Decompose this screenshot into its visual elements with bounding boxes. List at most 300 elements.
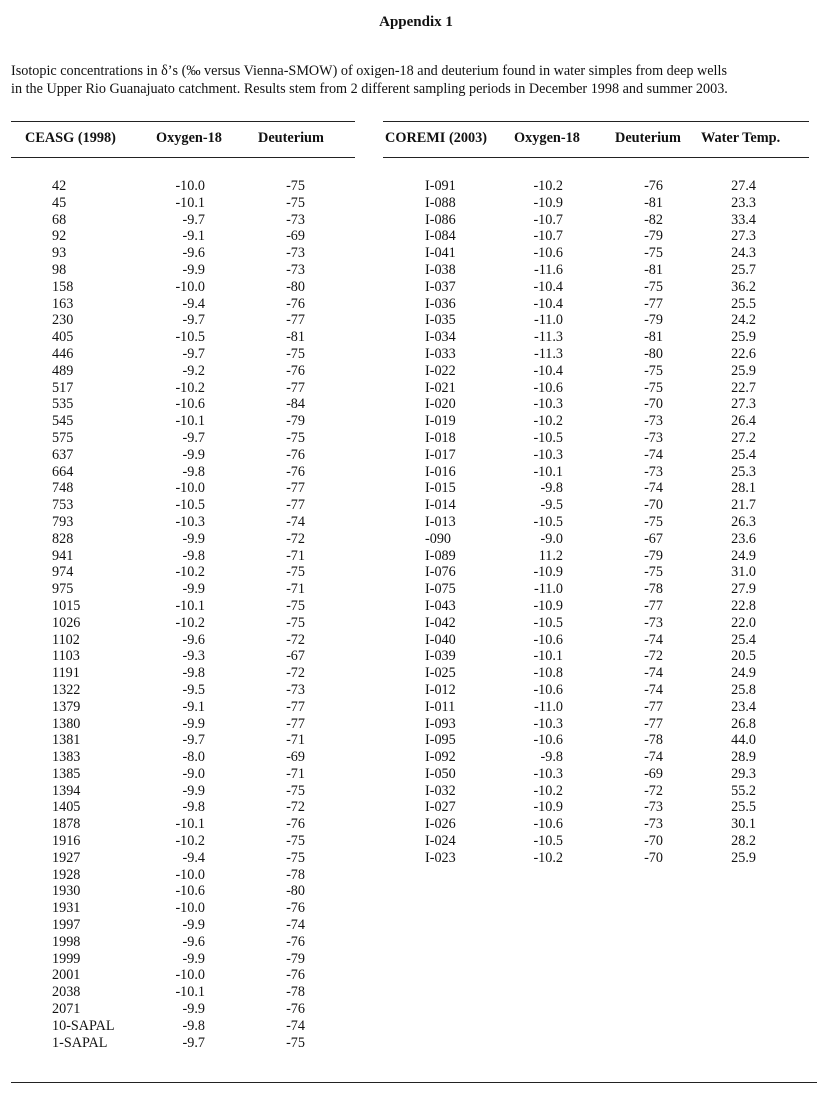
cell-well-id: I-084	[425, 228, 456, 245]
cell-deuterium: -75	[286, 614, 305, 631]
cell-water-temp: 27.2	[731, 429, 756, 446]
cell-deuterium: -76	[286, 967, 305, 984]
cell-water-temp: 28.2	[731, 833, 756, 850]
cell-water-temp: 36.2	[731, 278, 756, 295]
cell-water-temp: 27.9	[731, 581, 756, 598]
table-row	[0, 279, 380, 296]
cell-oxygen18: -9.1	[182, 698, 205, 715]
cell-deuterium: -74	[286, 1017, 305, 1034]
cell-well-id: I-035	[425, 312, 456, 329]
cell-water-temp: 29.3	[731, 765, 756, 782]
cell-oxygen18: -9.6	[182, 631, 205, 648]
table-row	[0, 900, 380, 917]
table-row	[0, 548, 380, 565]
cell-oxygen18: -9.9	[182, 950, 205, 967]
cell-water-temp: 26.3	[731, 513, 756, 530]
table-row	[380, 212, 832, 229]
cell-well-id: I-013	[425, 513, 456, 530]
cell-water-temp: 31.0	[731, 564, 756, 581]
cell-deuterium: -74	[644, 480, 663, 497]
cell-deuterium: -79	[286, 413, 305, 430]
table-row	[380, 380, 832, 397]
cell-deuterium: -71	[286, 765, 305, 782]
cell-deuterium: -81	[644, 329, 663, 346]
cell-deuterium: -73	[644, 816, 663, 833]
table-row	[0, 699, 380, 716]
table-row	[0, 464, 380, 481]
cell-oxygen18: -11.3	[533, 329, 563, 346]
cell-oxygen18: -10.2	[175, 614, 205, 631]
cell-oxygen18: -9.7	[182, 732, 205, 749]
table-row	[0, 716, 380, 733]
cell-well-id: I-034	[425, 329, 456, 346]
table-row	[380, 480, 832, 497]
cell-deuterium: -80	[644, 345, 663, 362]
cell-deuterium: -75	[644, 564, 663, 581]
table-row	[380, 346, 832, 363]
cell-well-id: 1930	[52, 883, 81, 900]
cell-oxygen18: -10.6	[533, 732, 563, 749]
cell-well-id: 828	[52, 530, 74, 547]
cell-well-id: 975	[52, 581, 74, 598]
table-row	[0, 413, 380, 430]
cell-well-id: 405	[52, 329, 74, 346]
table-row	[380, 732, 832, 749]
cell-well-id: 45	[52, 194, 67, 211]
cell-deuterium: -78	[286, 984, 305, 1001]
cell-well-id: I-012	[425, 681, 456, 698]
cell-well-id: 1-SAPAL	[52, 1034, 108, 1051]
cell-well-id: I-017	[425, 446, 456, 463]
cell-deuterium: -71	[286, 581, 305, 598]
table-row	[0, 262, 380, 279]
table-row	[0, 531, 380, 548]
cell-water-temp: 25.9	[731, 329, 756, 346]
cell-water-temp: 22.8	[731, 597, 756, 614]
table-row	[0, 480, 380, 497]
table-row	[380, 178, 832, 195]
table-row	[0, 833, 380, 850]
table-row	[0, 312, 380, 329]
cell-deuterium: -76	[286, 446, 305, 463]
table-row	[380, 615, 832, 632]
cell-oxygen18: -9.8	[540, 480, 563, 497]
table-row	[0, 447, 380, 464]
cell-oxygen18: -10.0	[175, 866, 205, 883]
cell-oxygen18: -10.8	[533, 665, 563, 682]
cell-oxygen18: -10.1	[175, 194, 205, 211]
cell-well-id: I-019	[425, 413, 456, 430]
cell-oxygen18: -10.5	[533, 833, 563, 850]
cell-deuterium: -76	[286, 933, 305, 950]
cell-oxygen18: -8.0	[182, 749, 205, 766]
cell-water-temp: 27.4	[731, 178, 756, 194]
cell-well-id: I-011	[425, 698, 456, 715]
cell-oxygen18: -10.1	[175, 984, 205, 1001]
cell-well-id: 1103	[52, 648, 80, 665]
cell-water-temp: 44.0	[731, 732, 756, 749]
cell-oxygen18: -10.0	[175, 900, 205, 917]
table-row	[0, 598, 380, 615]
cell-well-id: 163	[52, 295, 74, 312]
cell-oxygen18: -9.9	[182, 530, 205, 547]
cell-well-id: 1931	[52, 900, 81, 917]
cell-deuterium: -70	[644, 849, 663, 866]
cell-water-temp: 30.1	[731, 816, 756, 833]
cell-water-temp: 25.4	[731, 631, 756, 648]
cell-deuterium: -75	[286, 833, 305, 850]
cell-oxygen18: -9.4	[182, 295, 205, 312]
cell-deuterium: -69	[286, 228, 305, 245]
cell-well-id: 2001	[52, 967, 81, 984]
cell-well-id: 1916	[52, 833, 81, 850]
table-row	[0, 816, 380, 833]
right-header-water-temp: Water Temp.	[701, 130, 781, 146]
cell-well-id: I-032	[425, 782, 456, 799]
table-row	[0, 1001, 380, 1018]
cell-well-id: 1998	[52, 933, 81, 950]
cell-deuterium: -72	[286, 665, 305, 682]
table-row	[0, 799, 380, 816]
cell-deuterium: -73	[644, 614, 663, 631]
table-row	[380, 363, 832, 380]
cell-deuterium: -76	[286, 463, 305, 480]
cell-well-id: I-015	[425, 480, 456, 497]
cell-well-id: 748	[52, 480, 74, 497]
cell-oxygen18: -10.2	[533, 178, 563, 194]
cell-oxygen18: -10.4	[533, 295, 563, 312]
cell-oxygen18: -10.5	[533, 513, 563, 530]
table-row	[380, 497, 832, 514]
cell-deuterium: -71	[286, 547, 305, 564]
cell-deuterium: -76	[286, 816, 305, 833]
cell-deuterium: -75	[644, 513, 663, 530]
cell-well-id: 1878	[52, 816, 81, 833]
cell-well-id: I-038	[425, 261, 456, 278]
cell-deuterium: -70	[644, 833, 663, 850]
cell-well-id: I-089	[425, 547, 456, 564]
cell-well-id: 1997	[52, 917, 81, 934]
cell-oxygen18: -9.8	[182, 463, 205, 480]
cell-well-id: 98	[52, 261, 67, 278]
cell-deuterium: -74	[644, 631, 663, 648]
table-row	[380, 413, 832, 430]
cell-well-id: 517	[52, 379, 74, 396]
cell-water-temp: 25.5	[731, 799, 756, 816]
cell-oxygen18: -9.2	[182, 362, 205, 379]
cell-oxygen18: -10.6	[175, 396, 205, 413]
right-header-top-rule	[383, 121, 809, 122]
cell-deuterium: -77	[286, 715, 305, 732]
cell-oxygen18: -9.6	[182, 245, 205, 262]
table-row	[0, 296, 380, 313]
cell-deuterium: -81	[286, 329, 305, 346]
cell-well-id: I-076	[425, 564, 456, 581]
cell-deuterium: -77	[644, 597, 663, 614]
cell-well-id: 1999	[52, 950, 81, 967]
cell-well-id: I-016	[425, 463, 456, 480]
cell-oxygen18: -9.5	[540, 497, 563, 514]
cell-well-id: I-075	[425, 581, 456, 598]
table-row	[0, 682, 380, 699]
cell-water-temp: 23.3	[731, 194, 756, 211]
cell-deuterium: -74	[286, 513, 305, 530]
cell-well-id: I-095	[425, 732, 456, 749]
cell-well-id: I-093	[425, 715, 456, 732]
cell-well-id: 446	[52, 345, 74, 362]
table-row	[0, 766, 380, 783]
cell-deuterium: -72	[644, 782, 663, 799]
cell-well-id: 545	[52, 413, 74, 430]
cell-well-id: 1405	[52, 799, 81, 816]
table-row	[0, 967, 380, 984]
table-row	[380, 581, 832, 598]
cell-water-temp: 24.3	[731, 245, 756, 262]
table-row	[380, 430, 832, 447]
cell-well-id: 575	[52, 429, 74, 446]
table-row	[380, 447, 832, 464]
right-header-coremi: COREMI (2003)	[385, 130, 488, 146]
cell-deuterium: -75	[644, 362, 663, 379]
table-row	[380, 799, 832, 816]
cell-water-temp: 26.4	[731, 413, 756, 430]
cell-well-id: 1381	[52, 732, 81, 749]
table-row	[380, 262, 832, 279]
cell-water-temp: 55.2	[731, 782, 756, 799]
caption-line-1: Isotopic concentrations in δ’s (‰ versus Vienna-SMOW) of oxigen-18 and deuterium found in water simples from deep wells	[11, 63, 727, 79]
cell-oxygen18: -9.0	[182, 765, 205, 782]
cell-oxygen18: -10.9	[533, 564, 563, 581]
cell-well-id: I-036	[425, 295, 456, 312]
cell-well-id: 1322	[52, 681, 81, 698]
cell-deuterium: -75	[286, 1034, 305, 1051]
cell-oxygen18: -10.5	[175, 497, 205, 514]
cell-deuterium: -77	[286, 379, 305, 396]
table-row	[380, 632, 832, 649]
left-header-oxygen18: Oxygen-18	[156, 130, 222, 146]
cell-oxygen18: -10.6	[533, 245, 563, 262]
table-row	[0, 883, 380, 900]
cell-oxygen18: -10.1	[533, 648, 563, 665]
left-header-bottom-rule	[11, 157, 355, 158]
cell-deuterium: -71	[286, 732, 305, 749]
cell-oxygen18: -10.3	[533, 715, 563, 732]
cell-oxygen18: -9.8	[182, 1017, 205, 1034]
table-row	[380, 699, 832, 716]
cell-oxygen18: -10.4	[533, 362, 563, 379]
cell-deuterium: -75	[286, 782, 305, 799]
cell-deuterium: -77	[644, 295, 663, 312]
cell-deuterium: -72	[644, 648, 663, 665]
cell-well-id: 1927	[52, 849, 81, 866]
cell-oxygen18: -10.1	[175, 597, 205, 614]
cell-oxygen18: -10.9	[533, 799, 563, 816]
table-row	[380, 850, 832, 867]
cell-deuterium: -72	[286, 631, 305, 648]
table-row	[380, 766, 832, 783]
table-row	[0, 363, 380, 380]
cell-water-temp: 22.6	[731, 345, 756, 362]
page-title: Appendix 1	[379, 14, 453, 30]
table-row	[380, 548, 832, 565]
cell-oxygen18: -9.6	[182, 933, 205, 950]
cell-well-id: 2071	[52, 1001, 81, 1018]
cell-water-temp: 25.7	[731, 261, 756, 278]
cell-well-id: 1383	[52, 749, 81, 766]
cell-deuterium: -76	[286, 900, 305, 917]
cell-deuterium: -76	[286, 362, 305, 379]
cell-deuterium: -75	[644, 379, 663, 396]
cell-well-id: I-021	[425, 379, 456, 396]
table-row	[0, 749, 380, 766]
table-row	[380, 598, 832, 615]
table-row	[0, 430, 380, 447]
cell-deuterium: -76	[286, 1001, 305, 1018]
cell-oxygen18: -9.4	[182, 849, 205, 866]
cell-well-id: I-050	[425, 765, 456, 782]
table-row	[0, 934, 380, 951]
table-row	[380, 665, 832, 682]
cell-well-id: 68	[52, 211, 67, 228]
cell-oxygen18: -9.3	[182, 648, 205, 665]
table-row	[0, 396, 380, 413]
cell-well-id: I-014	[425, 497, 456, 514]
cell-well-id: I-024	[425, 833, 456, 850]
cell-well-id: 489	[52, 362, 74, 379]
cell-oxygen18: -10.6	[533, 816, 563, 833]
cell-oxygen18: -10.0	[175, 178, 205, 194]
cell-water-temp: 24.9	[731, 547, 756, 564]
cell-deuterium: -80	[286, 278, 305, 295]
cell-oxygen18: -11.6	[533, 261, 563, 278]
right-table-body	[380, 178, 832, 867]
cell-well-id: I-040	[425, 631, 456, 648]
cell-oxygen18: -9.9	[182, 1001, 205, 1018]
cell-well-id: I-088	[425, 194, 456, 211]
cell-well-id: 1102	[52, 631, 80, 648]
cell-water-temp: 26.8	[731, 715, 756, 732]
cell-deuterium: -74	[644, 749, 663, 766]
table-row	[0, 615, 380, 632]
cell-water-temp: 33.4	[731, 211, 756, 228]
cell-deuterium: -74	[644, 446, 663, 463]
table-row	[0, 1018, 380, 1035]
right-header-deuterium: Deuterium	[615, 130, 681, 146]
cell-well-id: 1928	[52, 866, 81, 883]
cell-oxygen18: -9.7	[182, 211, 205, 228]
table-row	[0, 665, 380, 682]
cell-well-id: I-025	[425, 665, 456, 682]
cell-deuterium: -75	[286, 178, 305, 194]
table-row	[380, 464, 832, 481]
cell-deuterium: -75	[286, 849, 305, 866]
cell-deuterium: -73	[286, 211, 305, 228]
table-row	[0, 346, 380, 363]
cell-oxygen18: -9.7	[182, 1034, 205, 1051]
cell-well-id: I-091	[425, 178, 456, 194]
cell-deuterium: -77	[644, 715, 663, 732]
cell-oxygen18: -10.2	[175, 379, 205, 396]
table-row	[380, 296, 832, 313]
cell-oxygen18: -9.8	[182, 799, 205, 816]
cell-well-id: 1015	[52, 597, 81, 614]
cell-deuterium: -75	[644, 278, 663, 295]
cell-deuterium: -79	[644, 312, 663, 329]
cell-oxygen18: -9.9	[182, 782, 205, 799]
cell-well-id: I-042	[425, 614, 456, 631]
cell-oxygen18: -10.0	[175, 278, 205, 295]
cell-well-id: 941	[52, 547, 74, 564]
table-row	[0, 195, 380, 212]
cell-deuterium: -77	[286, 698, 305, 715]
table-caption	[11, 62, 823, 98]
right-header-oxygen18: Oxygen-18	[514, 130, 580, 146]
cell-water-temp: 22.7	[731, 379, 756, 396]
cell-water-temp: 25.9	[731, 362, 756, 379]
cell-well-id: 1394	[52, 782, 81, 799]
cell-oxygen18: -10.0	[175, 480, 205, 497]
cell-oxygen18: -11.0	[533, 698, 563, 715]
cell-well-id: 793	[52, 513, 74, 530]
cell-water-temp: 20.5	[731, 648, 756, 665]
cell-well-id: 1191	[52, 665, 80, 682]
cell-well-id: 1026	[52, 614, 81, 631]
cell-oxygen18: -11.3	[533, 345, 563, 362]
cell-deuterium: -73	[644, 429, 663, 446]
cell-oxygen18: -10.2	[533, 849, 563, 866]
cell-well-id: 1379	[52, 698, 81, 715]
cell-deuterium: -70	[644, 497, 663, 514]
cell-deuterium: -76	[644, 178, 663, 194]
cell-deuterium: -79	[644, 228, 663, 245]
cell-deuterium: -73	[286, 245, 305, 262]
table-row	[0, 951, 380, 968]
cell-water-temp: 23.4	[731, 698, 756, 715]
cell-well-id: 753	[52, 497, 74, 514]
cell-deuterium: -76	[286, 295, 305, 312]
cell-deuterium: -72	[286, 799, 305, 816]
cell-deuterium: -69	[644, 765, 663, 782]
cell-water-temp: 24.9	[731, 665, 756, 682]
cell-oxygen18: -10.2	[533, 782, 563, 799]
table-row	[380, 716, 832, 733]
cell-water-temp: 25.8	[731, 681, 756, 698]
cell-oxygen18: -9.8	[540, 749, 563, 766]
cell-deuterium: -75	[286, 597, 305, 614]
table-row	[0, 632, 380, 649]
cell-well-id: 93	[52, 245, 67, 262]
cell-water-temp: 21.7	[731, 497, 756, 514]
table-row	[0, 850, 380, 867]
table-row	[380, 816, 832, 833]
table-row	[0, 648, 380, 665]
cell-oxygen18: -9.1	[182, 228, 205, 245]
cell-deuterium: -72	[286, 530, 305, 547]
cell-well-id: I-020	[425, 396, 456, 413]
table-row	[380, 195, 832, 212]
table-row	[0, 581, 380, 598]
table-row	[0, 783, 380, 800]
cell-well-id: 664	[52, 463, 74, 480]
cell-oxygen18: -9.9	[182, 446, 205, 463]
cell-oxygen18: -10.6	[533, 681, 563, 698]
table-row	[380, 749, 832, 766]
cell-oxygen18: -9.7	[182, 345, 205, 362]
table-row	[0, 497, 380, 514]
cell-deuterium: -74	[644, 681, 663, 698]
cell-deuterium: -77	[286, 480, 305, 497]
cell-deuterium: -84	[286, 396, 305, 413]
